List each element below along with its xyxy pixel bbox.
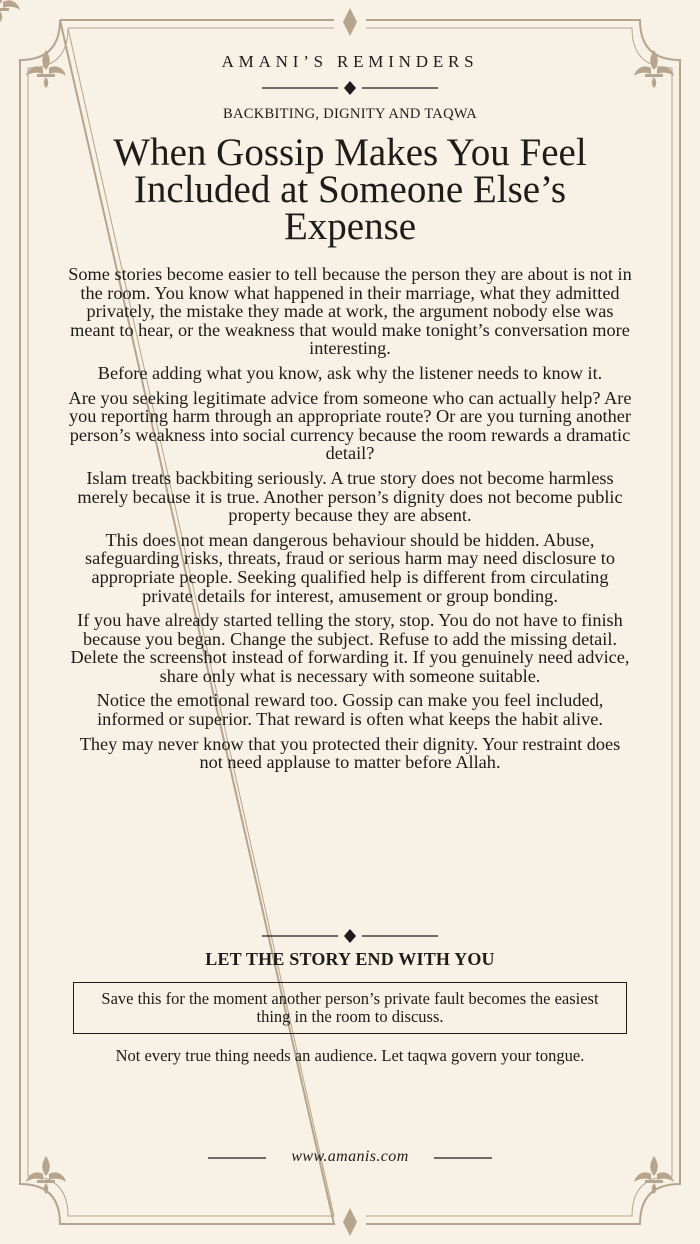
article-body	[66, 265, 634, 778]
body-paragraph: Are you seeking legitimate advice from someone who can actually help? Are you reporting harm through an appropriate route? Or are you turning another person’s weakness into social currency because the room rewards a dramatic detail?	[68, 387, 632, 464]
article-title: When Gossip Makes You Feel Included at Someone Else’s Expense	[113, 131, 587, 248]
body-paragraph: Islam treats backbiting seriously. A true story does not become harmless merely because it is true. Another person’s dignity does not become public property because they are absent.	[77, 467, 623, 526]
callout-text: Save this for the moment another person’s private fault becomes the easiest thing in the room to discuss.	[101, 989, 599, 1026]
top-ornament-icon	[343, 8, 357, 36]
section-divider	[262, 929, 438, 943]
body-paragraph: Some stories become easier to tell because the person they are about is not in the room. You know what happened in their marriage, what they admitted privately, the mistake they made at work, the argument nobody else was meant to hear, or the weakness that would make tonight’s conversation more interesting.	[68, 264, 632, 359]
closing-line: Not every true thing needs an audience. Let taqwa govern your tongue.	[115, 1046, 585, 1065]
fleuron-icon	[0, 0, 20, 22]
body-paragraph: Before adding what you know, ask why the listener needs to know it.	[97, 362, 603, 383]
diamond-icon	[344, 81, 356, 95]
body-paragraph: Notice the emotional reward too. Gossip can make you feel included, informed or superior. That reward is often what keeps the habit alive.	[96, 690, 604, 730]
brand-name: AMANI’S REMINDERS	[221, 52, 479, 71]
body-paragraph: They may never know that you protected their dignity. Your restraint does not need applause to matter before Allah.	[79, 733, 621, 773]
body-paragraph: If you have already started telling the story, stop. You do not have to finish because you began. Change the subject. Refuse to add the missing detail. Delete the screenshot instead of forwarding it. If you genuinely need advice, share only what is necessary with someone suitable.	[70, 610, 630, 686]
topic-label: BACKBITING, DIGNITY AND TAQWA	[222, 106, 478, 122]
body-paragraph: This does not mean dangerous behaviour should be hidden. Abuse, safeguarding risks, threats, fraud or serious harm may need disclosure to appropriate people. Seeking qualified help is different from circulating private details for interest, amusement or group bonding.	[84, 529, 615, 606]
diamond-icon	[344, 929, 356, 943]
header-divider	[262, 81, 438, 95]
website-link[interactable]: www.amanis.com	[291, 1148, 409, 1165]
callout-title: LET THE STORY END WITH YOU	[205, 949, 495, 969]
bottom-ornament-icon	[343, 1208, 357, 1236]
callout-box	[73, 982, 627, 1034]
